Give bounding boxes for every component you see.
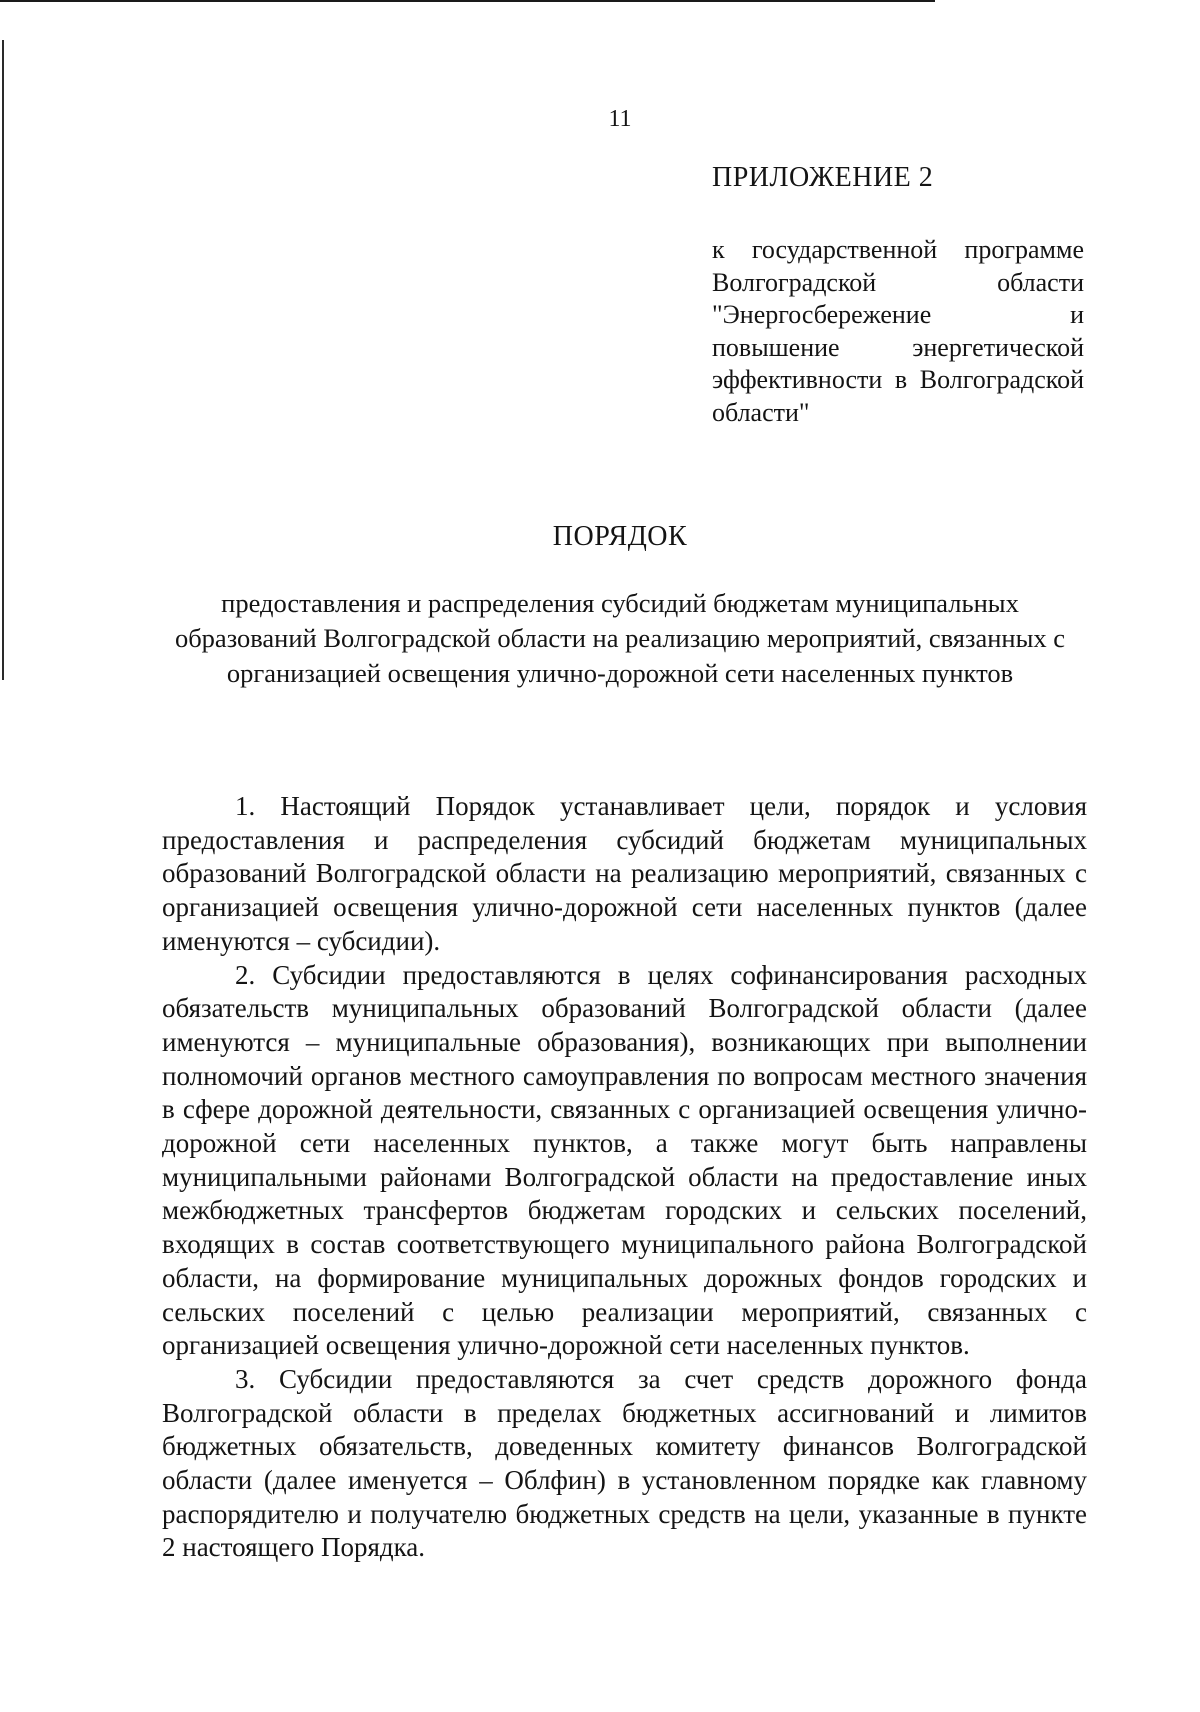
page-number: 11 [608, 106, 632, 132]
document-subtitle: предоставления и распределения субсидий бюджетам муниципальных образований Волгоградской области на реализацию мероприятий, связанных с организацией освещения улично-дорожной сети населенных пунктов [174, 588, 1066, 688]
document-body [162, 790, 1087, 1565]
appendix-title: ПРИЛОЖЕНИЕ 2 [712, 162, 934, 193]
scan-edge-left [2, 40, 4, 680]
paragraph-2: 2. Субсидии предоставляются в целях софинансирования расходных обязательств муниципальных образований Волгоградской области (далее именуются – муниципальные образования), возникающих при выполнении полномочий органов местного самоуправления по вопросам местного значения в сфере дорожной деятельности, связанных с организацией освещения улично-дорожной сети населенных пунктов, а также могут быть направлены муниципальными районами Волгоградской области на предоставление иных межбюджетных трансфертов бюджетам городских и сельских поселений, входящих в состав соответствующего муниципального района Волгоградской области, на формирование муниципальных дорожных фондов городских и сельских поселений с целью реализации мероприятий, связанных с организацией освещения улично-дорожной сети населенных пунктов. [162, 959, 1087, 1361]
appendix-reference: к государственной программе Волгоградской области "Энергосбережение и повышение энергетической эффективности в Волгоградской области" [712, 235, 1084, 427]
paragraph-1: 1. Настоящий Порядок устанавливает цели, порядок и условия предоставления и распределения субсидий бюджетам муниципальных образований Волгоградской области на реализацию мероприятий, связанных с организацией освещения улично-дорожной сети населенных пунктов (далее именуются – субсидии). [162, 791, 1087, 956]
paragraph-3: 3. Субсидии предоставляются за счет средств дорожного фонда Волгоградской области в пределах бюджетных ассигнований и лимитов бюджетных обязательств, доведенных комитету финансов Волгоградской области (далее именуется – Облфин) в установленном порядке как главному распорядителю и получателю бюджетных средств на цели, указанные в пункте 2 настоящего Порядка. [162, 1363, 1087, 1563]
document-title: ПОРЯДОК [552, 521, 688, 552]
scan-edge-top [0, 0, 935, 2]
